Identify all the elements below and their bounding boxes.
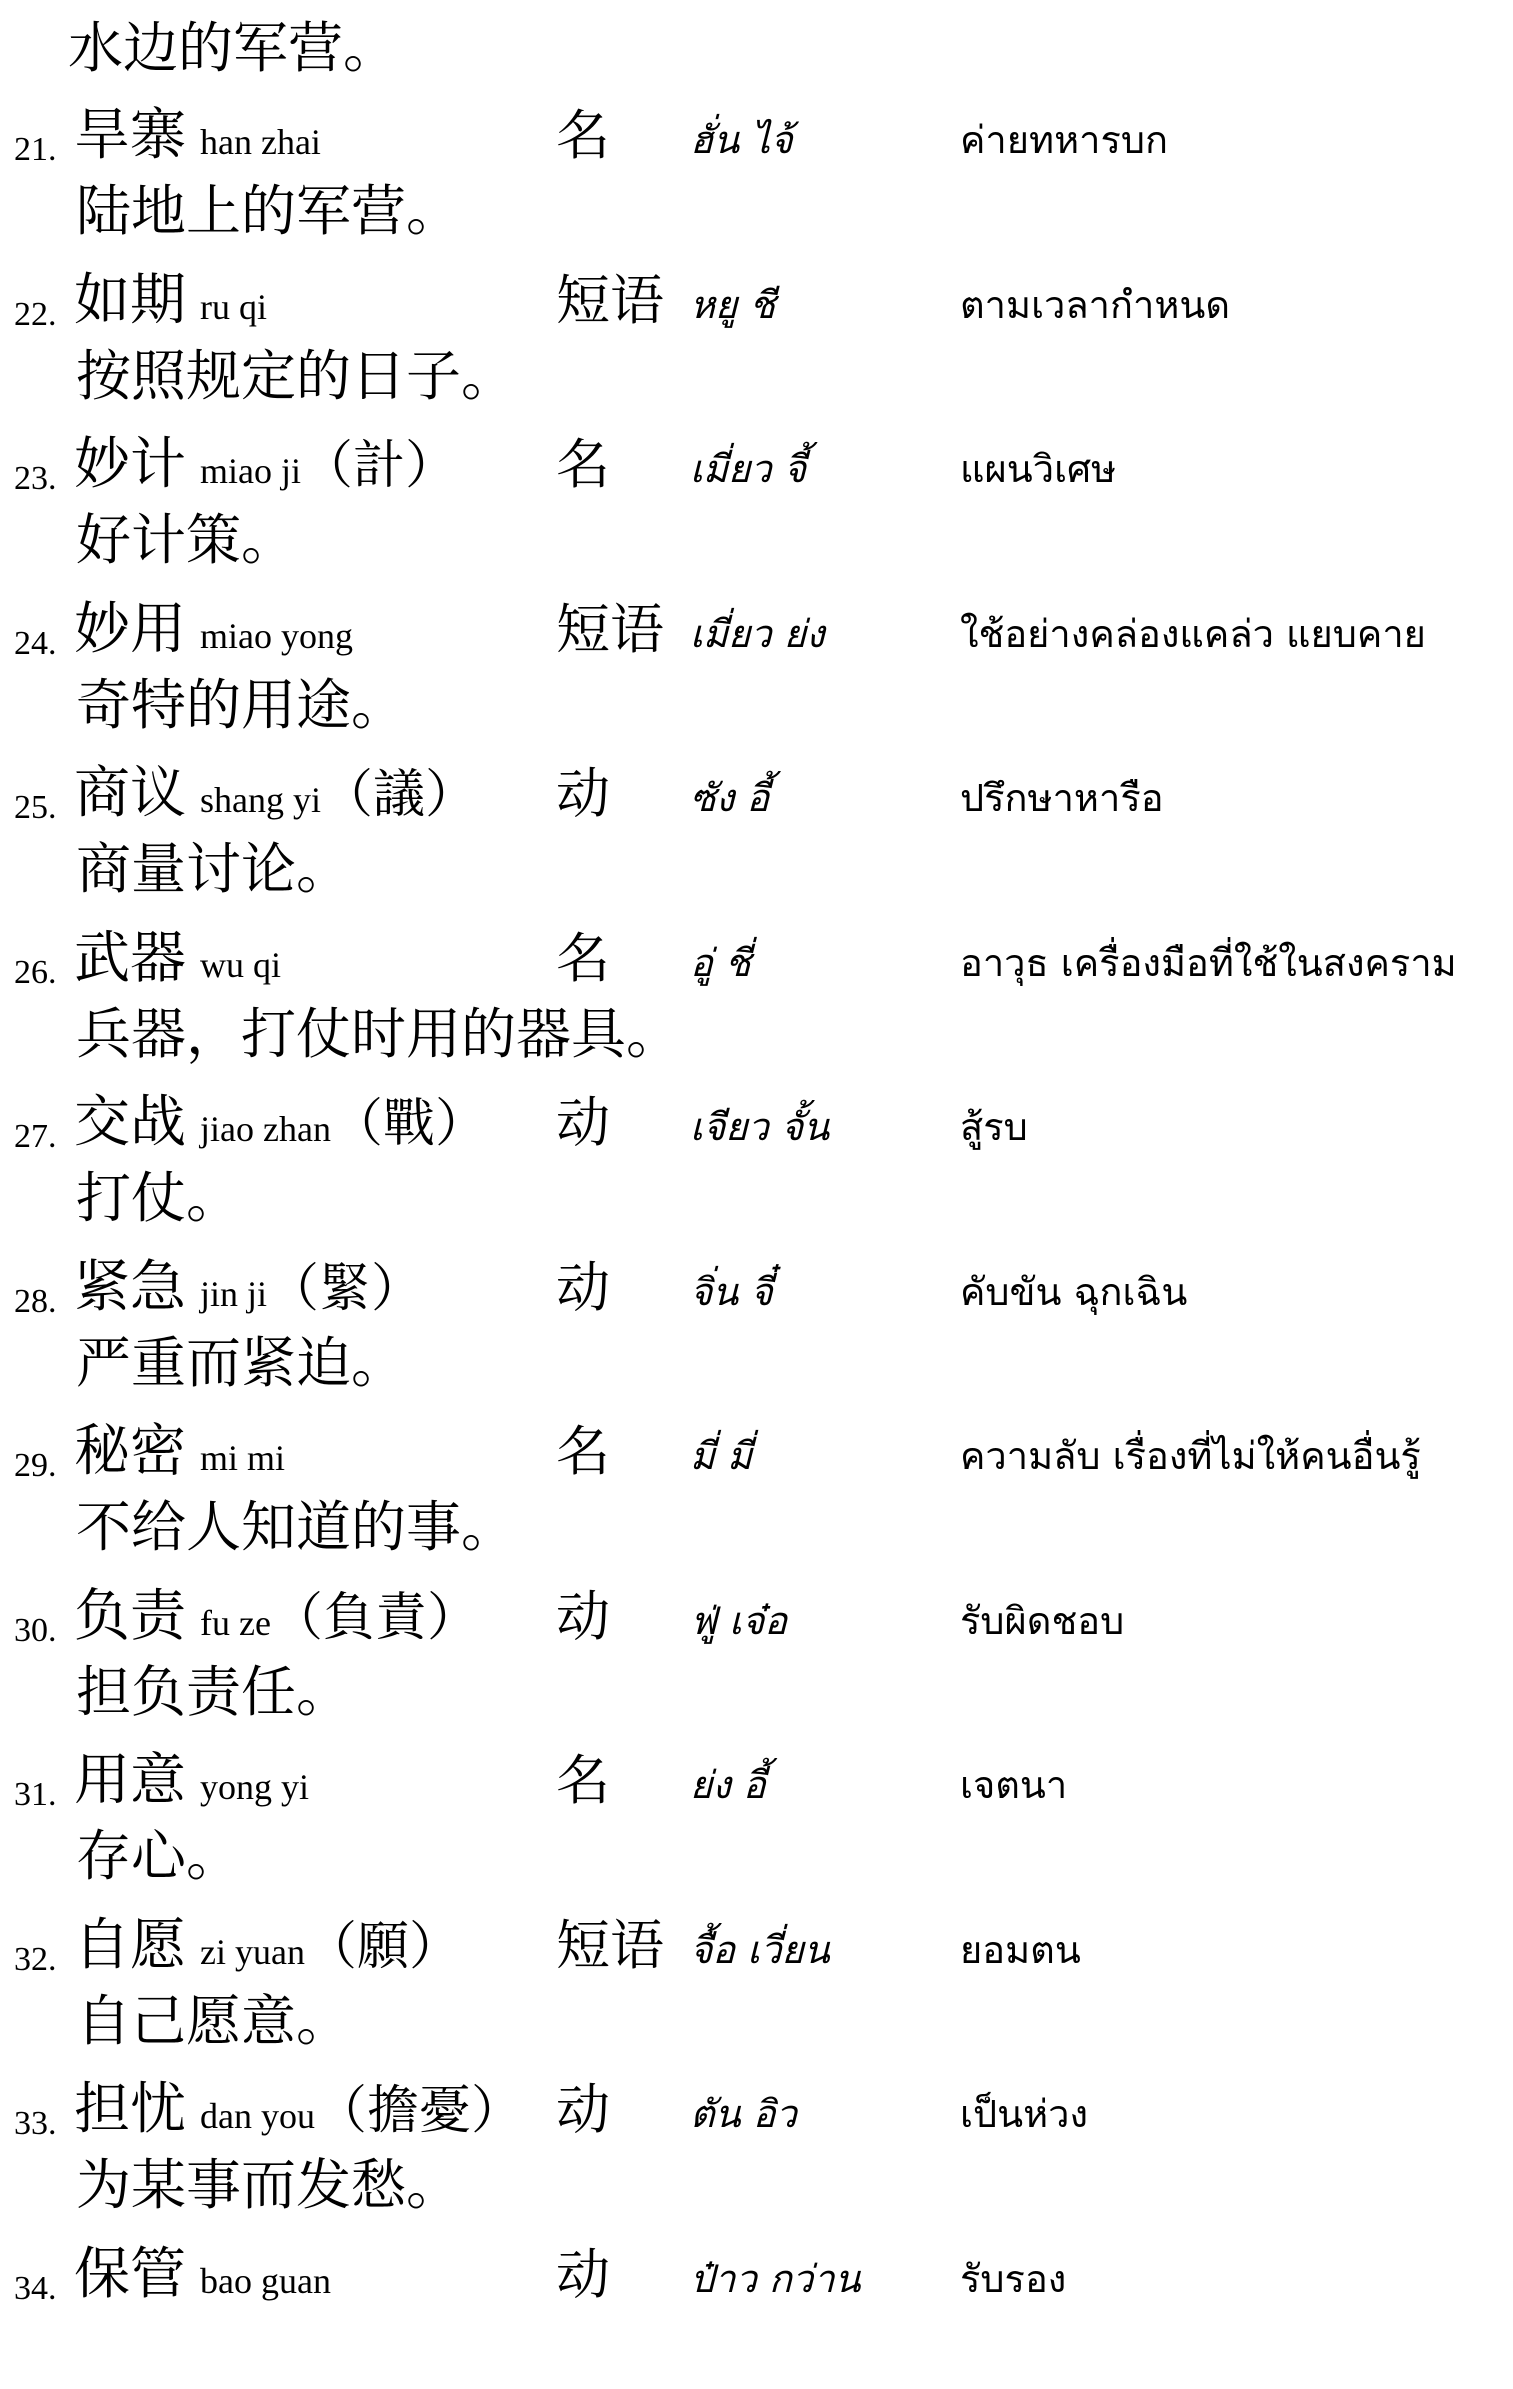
entry-thai-meaning: เจตนา <box>960 1763 1068 1807</box>
entry-traditional: （負責） <box>270 1587 479 1648</box>
entry-number: 24. <box>14 624 57 662</box>
entry-number: 30. <box>14 1611 57 1649</box>
entry-traditional: （願） <box>304 1916 461 1977</box>
entry-pinyin: zi yuan <box>200 1931 305 1972</box>
entry-part-of-speech: 短语 <box>556 268 664 332</box>
entry-headline <box>0 1402 1513 1484</box>
entry-pinyin: miao yong <box>200 615 353 656</box>
entry-pinyin: miao ji <box>200 451 301 491</box>
entry-number: 25. <box>14 789 57 826</box>
entry-thai-meaning: ตามเวลากำหนด <box>960 282 1231 327</box>
entry-part-of-speech: 短语 <box>556 597 664 661</box>
entry-thai-reading: ย่ง อี้ <box>690 1763 766 1807</box>
entry-part-of-speech: 动 <box>556 1091 610 1154</box>
entry-traditional: （擔憂） <box>314 2081 523 2141</box>
entry-definition: 自己愿意。 <box>76 1988 352 2053</box>
entry-thai-reading: อู่ ชี่ <box>690 940 751 985</box>
entry-pinyin: shang yi <box>200 780 321 820</box>
entry-headline <box>0 1567 1513 1649</box>
glossary-entry <box>0 1567 1513 1731</box>
entry-word: 用意 <box>74 1748 186 1813</box>
entry-number: 23. <box>14 460 57 497</box>
entry-number: 28. <box>14 1282 57 1320</box>
entry-number: 27. <box>14 1118 57 1155</box>
glossary-entry <box>0 1238 1513 1402</box>
entry-traditional: （緊） <box>267 1258 424 1319</box>
entry-thai-meaning: ใช้อย่างคล่องแคล่ว แยบคาย <box>960 611 1426 656</box>
glossary-entry <box>0 1731 1513 1895</box>
entry-thai-meaning: เป็นห่วง <box>960 2092 1089 2136</box>
entry-pinyin: fu ze <box>200 1602 271 1643</box>
entry-definition: 好计策。 <box>76 508 297 572</box>
entry-definition: 兵器，打仗时用的器具。 <box>76 1001 682 1066</box>
entry-thai-reading: เมี่ยว จี้ <box>690 447 806 491</box>
entry-number: 26. <box>14 953 57 991</box>
entry-thai-meaning: อาวุธ เครื่องมือที่ใช้ในสงคราม <box>960 940 1457 985</box>
entry-part-of-speech: 名 <box>556 433 610 496</box>
entry-definition: 陆地上的军营。 <box>76 179 462 243</box>
entry-headline <box>0 744 1513 826</box>
entry-thai-reading: จิ่น จี๋ <box>690 1269 773 1314</box>
entry-headline <box>0 2225 1513 2307</box>
entry-headline <box>0 580 1513 662</box>
entry-headline <box>0 1238 1513 1320</box>
entry-number: 34. <box>14 2269 57 2307</box>
entry-word: 紧急 <box>74 1254 186 1320</box>
glossary-entry <box>0 2060 1513 2224</box>
entry-word: 旱寨 <box>74 103 186 168</box>
entry-thai-meaning: ปรึกษาหารือ <box>960 776 1164 820</box>
entry-word: 商议 <box>74 761 186 826</box>
entry-headline <box>0 1896 1513 1978</box>
entry-definition: 为某事而发愁。 <box>76 2153 462 2217</box>
entry-definition: 存心。 <box>76 1824 242 1888</box>
entry-definition: 不给人知道的事。 <box>76 1495 517 1559</box>
entry-part-of-speech: 动 <box>556 1255 610 1319</box>
entry-word: 妙用 <box>74 596 186 662</box>
entry-word: 负责 <box>74 1583 186 1649</box>
entry-part-of-speech: 名 <box>556 1420 610 1483</box>
entry-pinyin: jin ji <box>200 1273 268 1314</box>
entry-traditional: （計） <box>301 436 458 496</box>
entry-thai-meaning: แผนวิเศษ <box>960 447 1117 491</box>
entry-definition: 严重而紧迫。 <box>76 1330 407 1395</box>
entry-number: 32. <box>14 1940 57 1978</box>
glossary-entry <box>0 580 1513 744</box>
entry-thai-reading: ฮั่น ไจ้ <box>690 118 793 162</box>
entry-word: 担忧 <box>74 2077 186 2142</box>
entry-term <box>74 2237 331 2326</box>
entry-thai-meaning: ค่ายทหารบก <box>960 118 1168 162</box>
entry-number: 33. <box>14 2105 57 2142</box>
entry-headline <box>0 909 1513 991</box>
glossary-entry <box>0 415 1513 579</box>
entry-traditional: （戰） <box>330 1094 487 1154</box>
entry-number: 31. <box>14 1776 57 1813</box>
glossary-entry <box>0 2225 1513 2389</box>
entry-headline <box>0 251 1513 333</box>
entry-part-of-speech: 动 <box>556 762 610 825</box>
entry-part-of-speech: 名 <box>556 926 610 990</box>
entry-pinyin: ru qi <box>200 286 267 327</box>
entry-pinyin: dan you <box>200 2096 315 2136</box>
entry-definition: 按照规定的日子。 <box>76 343 517 408</box>
entry-pinyin: mi mi <box>200 1438 286 1478</box>
entry-thai-meaning: รับรอง <box>960 2256 1067 2301</box>
entry-word: 保管 <box>74 2241 186 2307</box>
entry-headline <box>0 1073 1513 1155</box>
entry-definition: 奇特的用途。 <box>76 672 407 737</box>
entry-headline <box>0 1731 1513 1813</box>
entry-number: 21. <box>14 131 57 168</box>
entry-thai-reading: ซัง อี้ <box>690 776 770 820</box>
glossary-entry <box>0 251 1513 415</box>
glossary-entry <box>0 86 1513 250</box>
glossary-entry <box>0 744 1513 908</box>
entry-part-of-speech: 短语 <box>556 1913 664 1977</box>
entry-traditional: （議） <box>321 765 478 825</box>
entry-part-of-speech: 名 <box>556 104 610 167</box>
entry-definition: 商量讨论。 <box>76 837 352 901</box>
entry-part-of-speech: 动 <box>556 2078 610 2141</box>
entry-pinyin: bao guan <box>200 2260 331 2301</box>
entry-thai-reading: เมี่ยว ย่ง <box>690 611 825 656</box>
entry-pinyin: han zhai <box>200 122 321 162</box>
entry-number: 22. <box>14 295 57 333</box>
entry-word: 自愿 <box>74 1912 186 1978</box>
entry-pinyin: jiao zhan <box>200 1109 331 1149</box>
entry-headline <box>0 415 1513 497</box>
entry-definition: 打仗。 <box>76 1166 242 1230</box>
entry-pinyin: wu qi <box>200 944 281 985</box>
entry-thai-reading: จื้อ เวี่ยน <box>690 1927 830 1972</box>
glossary-entry <box>0 909 1513 1073</box>
entry-thai-meaning: ยอมตน <box>960 1927 1081 1972</box>
entry-thai-meaning: รับผิดชอบ <box>960 1598 1125 1643</box>
entry-part-of-speech: 动 <box>556 2242 610 2306</box>
entry-thai-meaning: คับขัน ฉุกเฉิน <box>960 1269 1188 1314</box>
entry-word: 武器 <box>74 925 186 991</box>
entry-word: 秘密 <box>74 1419 186 1484</box>
glossary-entry <box>0 1896 1513 2060</box>
entry-number: 29. <box>14 1447 57 1484</box>
entry-word: 交战 <box>74 1090 186 1155</box>
entry-part-of-speech: 动 <box>556 1584 610 1648</box>
entry-headline <box>0 86 1513 168</box>
entry-thai-reading: หยู ชี <box>690 282 776 327</box>
entry-pinyin: yong yi <box>200 1767 310 1807</box>
entry-thai-reading: ป๋าว กว่าน <box>690 2256 861 2301</box>
entry-part-of-speech: 名 <box>556 1749 610 1812</box>
entry-thai-reading: มี่ มี่ <box>690 1434 753 1478</box>
entry-thai-meaning: สู้รบ <box>960 1105 1028 1149</box>
continued-definition: 水边的军营。 <box>68 16 399 80</box>
entry-definition: 担负责任。 <box>76 1659 352 1724</box>
glossary-entry <box>0 1402 1513 1566</box>
entry-word: 如期 <box>74 267 186 333</box>
entry-headline <box>0 2060 1513 2142</box>
entry-thai-reading: ฟู่ เจ๋อ <box>690 1598 788 1643</box>
entry-word: 妙计 <box>74 432 186 497</box>
entry-thai-meaning: ความลับ เรื่องที่ไม่ให้คนอื่นรู้ <box>960 1434 1421 1478</box>
glossary-entry <box>0 1073 1513 1237</box>
entry-thai-reading: เจียว จั้น <box>690 1105 830 1149</box>
entry-thai-reading: ตัน อิว <box>690 2092 797 2136</box>
